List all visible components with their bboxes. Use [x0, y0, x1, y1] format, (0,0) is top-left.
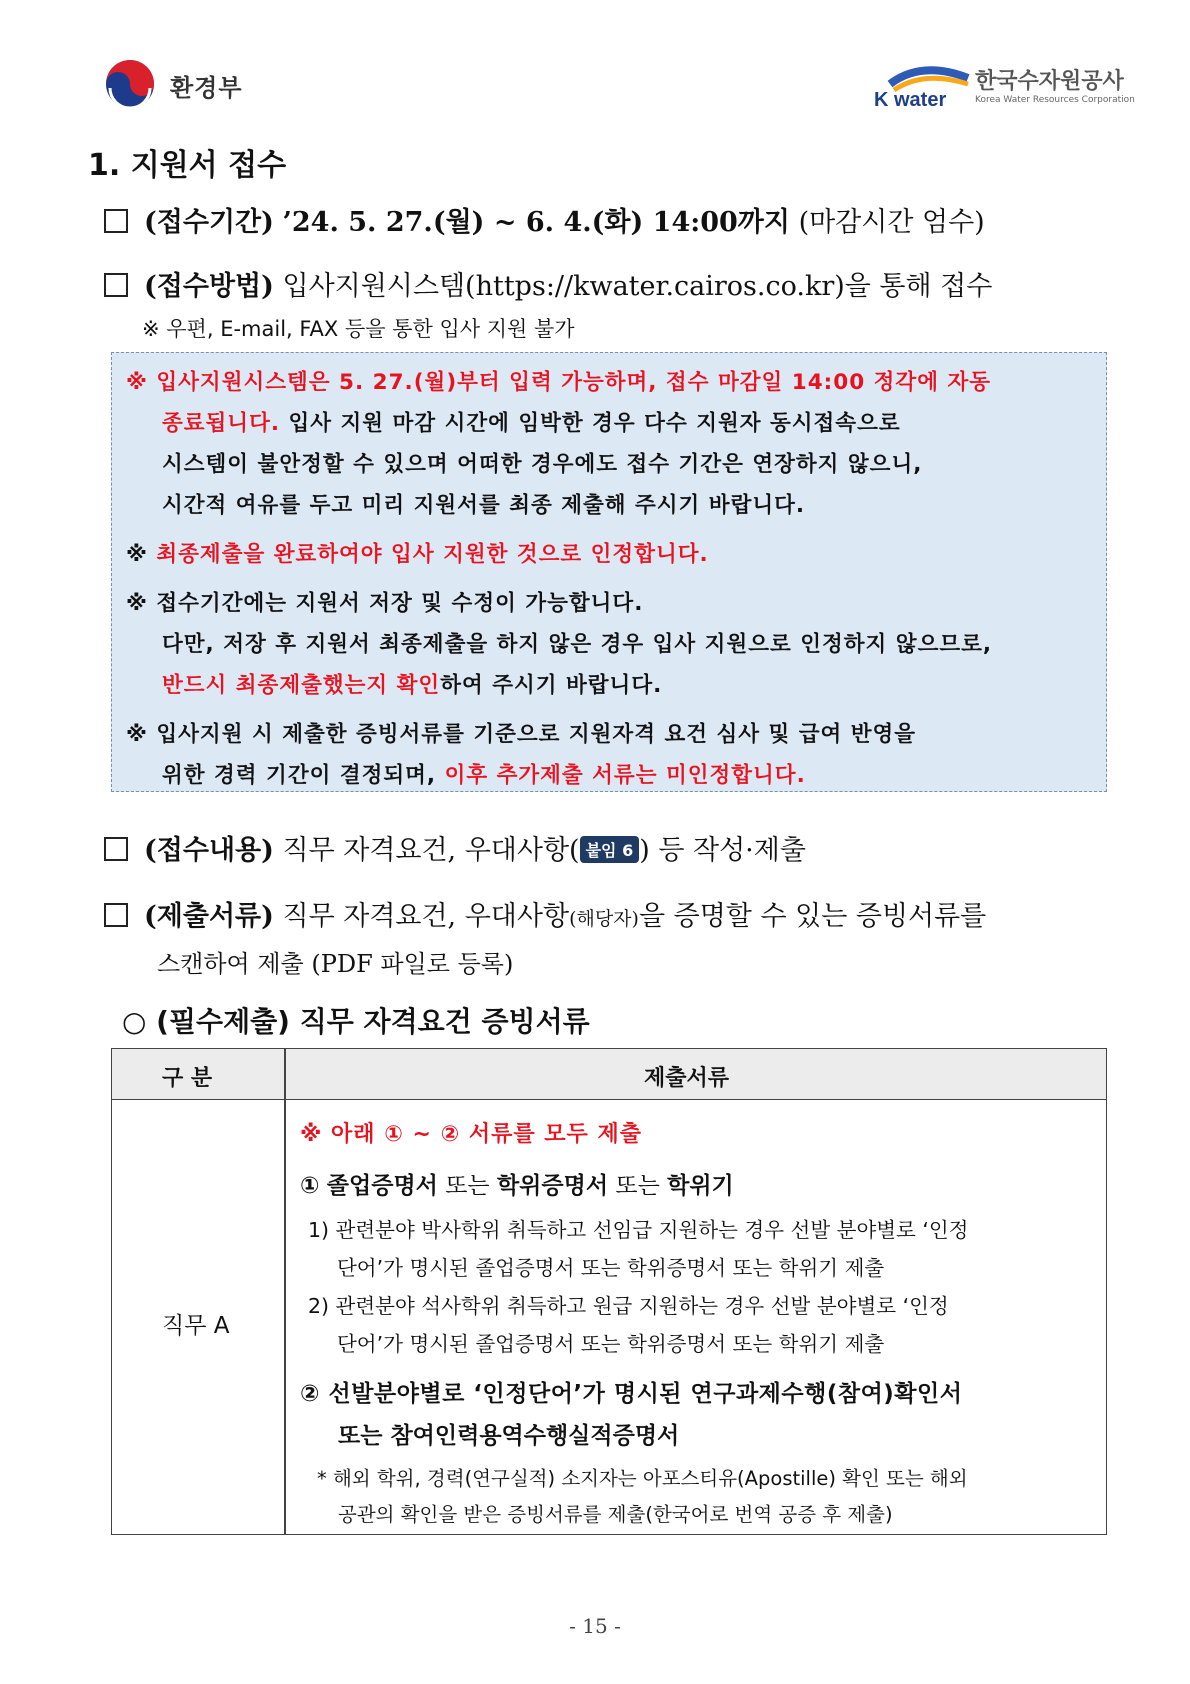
- doc-1-sub-1-line-1: 1) 관련분야 박사학위 취득하고 선임급 지원하는 경우 선발 분야별로 ‘인정: [308, 1218, 969, 1242]
- docs-line-2: 스캔하여 제출 (PDF 파일로 등록): [157, 950, 514, 978]
- section-title: 1. 지원서 접수: [88, 148, 287, 183]
- doc-1: ① 졸업증명서 또는 학위증명서 또는 학위기: [300, 1173, 734, 1199]
- sub-heading: ○ (필수제출) 직무 자격요건 증빙서류: [122, 1005, 590, 1038]
- docs-item: (제출서류) 직무 자격요건, 우대사항(해당자)을 증명할 수 있는 증빙서류를: [104, 894, 986, 933]
- kwater-name: 한국수자원공사: [975, 69, 1124, 94]
- content-label: (접수내용): [144, 835, 274, 866]
- notice-1-line-4: 시간적 여유를 두고 미리 지원서를 최종 제출해 주시기 바랍니다.: [162, 493, 806, 518]
- doc-2-note-2: 공관의 확인을 받은 증빙서류를 제출(한국어로 번역 공증 후 제출): [338, 1503, 893, 1526]
- notice-4-line-1: ※ 입사지원 시 제출한 증빙서류를 기준으로 지원자격 요건 심사 및 급여 반영을: [126, 722, 917, 747]
- notice-1-line-3: 시스템이 불안정할 수 있으며 어떠한 경우에도 접수 기간은 연장하지 않으니,: [162, 452, 923, 477]
- doc-2-note-1: * 해외 학위, 경력(연구실적) 소지자는 아포스티유(Apostille) 확인 또는 해외: [317, 1467, 968, 1490]
- notice-3-line-2: 다만, 저장 후 지원서 최종제출을 하지 않은 경우 입사 지원으로 인정하지 않으므로,: [162, 632, 993, 657]
- moe-emblem-icon: [104, 58, 156, 110]
- period-value: ’24. 5. 27.(월) ~ 6. 4.(화) 14:00까지: [282, 207, 790, 238]
- notice-4-line-2: 위한 경력 기간이 결정되며, 이후 추가제출 서류는 미인정합니다.: [162, 763, 806, 788]
- table-intro: ※ 아래 ① ~ ② 서류를 모두 제출: [300, 1122, 642, 1147]
- method-item: [104, 264, 992, 303]
- method-note: ※ 우편, E-mail, FAX 등을 통한 입사 지원 불가: [142, 317, 575, 341]
- period-note: (마감시간 엄수): [798, 207, 985, 238]
- svg-text:K water: K water: [874, 89, 947, 110]
- content-item: (접수내용) 직무 자격요건, 우대사항( 붙임 6 ) 등 작성·제출: [104, 828, 806, 867]
- kwater-english-name: Korea Water Resources Corporation: [975, 95, 1135, 105]
- checkbox-icon: [104, 273, 128, 297]
- period-label: (접수기간): [144, 207, 274, 238]
- doc-1-sub-2-line-1: 2) 관련분야 석사학위 취득하고 원급 지원하는 경우 선발 분야별로 ‘인정: [308, 1294, 949, 1318]
- docs-label: (제출서류): [144, 901, 274, 932]
- period-item: [104, 200, 985, 239]
- checkbox-icon: [104, 837, 128, 861]
- notice-1-line-1: ※ 입사지원시스템은 5. 27.(월)부터 입력 가능하며, 접수 마감일 14:00 정각에 자동: [126, 370, 991, 395]
- content-value: 직무 자격요건, 우대사항(: [282, 835, 580, 866]
- notice-1-line-2: 종료됩니다. 입사 지원 마감 시간에 임박한 경우 다수 지원자 동시접속으로: [162, 411, 901, 436]
- page-number: - 15 -: [569, 1614, 621, 1638]
- method-label: (접수방법): [144, 271, 274, 302]
- notice-3-line-3: 반드시 최종제출했는지 확인하여 주시기 바랍니다.: [162, 673, 663, 698]
- doc-1-sub-1-line-2: 단어’가 명시된 졸업증명서 또는 학위증명서 또는 학위기 제출: [337, 1256, 885, 1280]
- notice-2: ※ 최종제출을 완료하여야 입사 지원한 것으로 인정합니다.: [126, 542, 709, 567]
- table-header: [112, 1049, 1106, 1100]
- moe-name: 환경부: [170, 74, 243, 102]
- kwater-logo-icon: [872, 62, 972, 110]
- notice-3-line-1: ※ 접수기간에는 지원서 저장 및 수정이 가능합니다.: [126, 591, 644, 616]
- required-docs-table: [111, 1048, 1107, 1535]
- doc-1-sub-2-line-2: 단어’가 명시된 졸업증명서 또는 학위증명서 또는 학위기 제출: [337, 1332, 885, 1356]
- col-header-documents: 제출서류: [644, 1066, 730, 1091]
- page-header: [0, 0, 1190, 120]
- attachment-tag: 붙임 6: [580, 836, 640, 863]
- col-header-category: 구 분: [162, 1066, 213, 1091]
- method-value: 입사지원시스템(https://kwater.cairos.co.kr)을 통해 접수: [282, 271, 993, 302]
- doc-2-line-1: ② 선발분야별로 ‘인정단어’가 명시된 연구과제수행(참여)확인서: [300, 1381, 963, 1407]
- doc-2-line-2: 또는 참여인력용역수행실적증명서: [338, 1423, 680, 1449]
- checkbox-icon: [104, 903, 128, 927]
- checkbox-icon: [104, 209, 128, 233]
- row-label: 직무 A: [162, 1313, 230, 1339]
- notice-box: [111, 352, 1107, 792]
